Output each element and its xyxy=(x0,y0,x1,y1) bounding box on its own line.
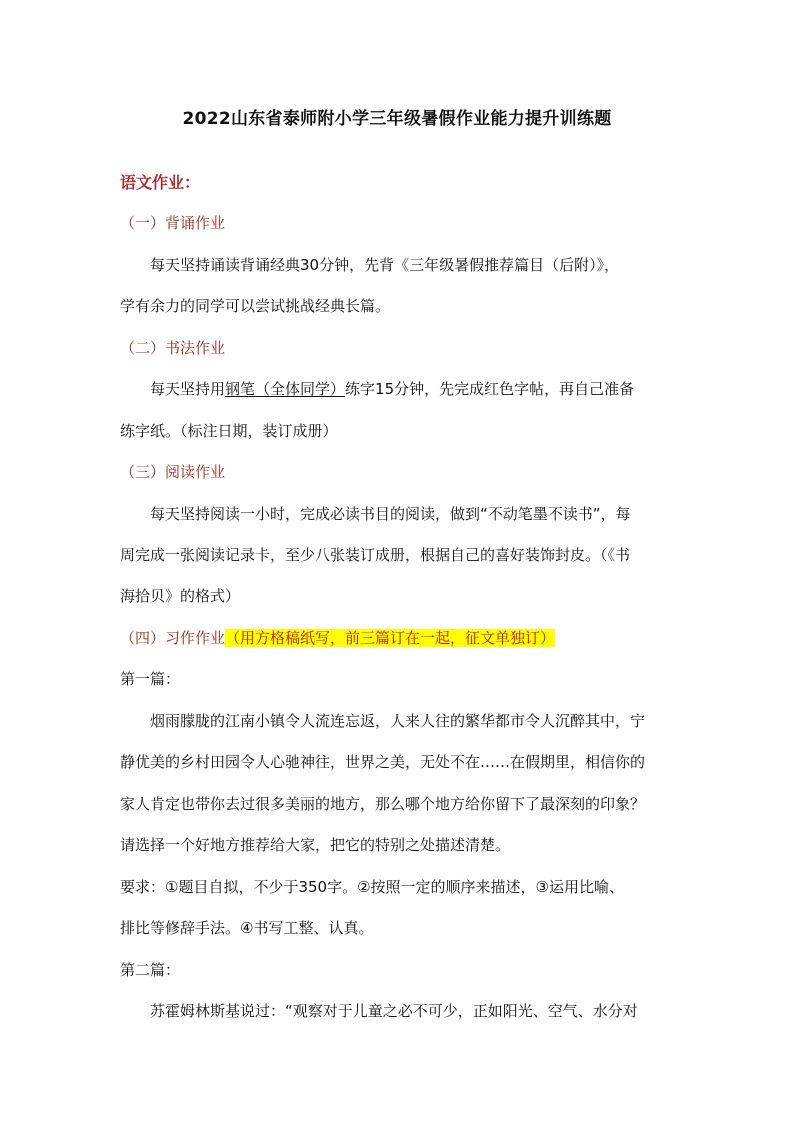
paragraph-line: 苏霍姆林斯基说过：“观察对于儿童之必不可少，正如阳光、空气、水分对 xyxy=(150,1002,638,1020)
paragraph-line: 家人肯定也带你去过很多美丽的地方，那么哪个地方给你留下了最深刻的印象？ xyxy=(120,795,646,813)
section-recitation-heading: （一）背诵作业 xyxy=(120,214,226,232)
paragraph-line: 请选择一个好地方推荐给大家，把它的特别之处描述清楚。 xyxy=(120,836,511,854)
requirements-line: 要求：①题目自拟，不少于350字。②按照一定的顺序来描述，③运用比喻、 xyxy=(120,878,624,896)
requirements-line: 排比等修辞手法。④书写工整、认真。 xyxy=(120,919,374,937)
paragraph-line: 练字纸。（标注日期，装订成册） xyxy=(120,422,338,440)
paragraph-line: 每天坚持诵读背诵经典30分钟，先背《三年级暑假推荐篇目（后附）》， xyxy=(150,256,620,274)
paragraph-line: 每天坚持阅读一小时，完成必读书目的阅读，做到“不动笔墨不读书”，每 xyxy=(150,505,631,523)
essay-label: 第二篇： xyxy=(120,961,181,979)
section-calligraphy-heading: （二）书法作业 xyxy=(120,339,226,357)
paragraph-line: 周完成一张阅读记录卡，至少八张装订成册，根据自己的喜好装饰封皮。（《书 xyxy=(120,546,631,564)
paragraph-line: 静优美的乡村田园令人心驰神往，世界之美，无处不在……在假期里，相信你的 xyxy=(120,753,646,771)
paragraph-line: 烟雨朦胧的江南小镇令人流连忘返，人来人往的繁华都市令人沉醉其中，宁 xyxy=(150,712,646,730)
highlighted-note: （用方格稿纸写，前三篇订在一起，征文单独订） xyxy=(225,629,556,647)
text-span: 练字15分钟，先完成红色字帖，再自己准备 xyxy=(345,380,635,398)
section-reading-heading: （三）阅读作业 xyxy=(120,463,226,481)
paragraph-line xyxy=(150,378,634,400)
underlined-text: 钢笔（全体同学） xyxy=(225,380,346,398)
text-span: 每天坚持用 xyxy=(150,380,226,398)
essay-label: 第一篇： xyxy=(120,670,181,688)
section-writing-heading-row xyxy=(120,627,555,649)
section-writing-heading: （四）习作作业 xyxy=(120,629,226,647)
paragraph-line: 海拾贝》的格式） xyxy=(120,587,241,605)
document-title: 2022山东省泰师附小学三年级暑假作业能力提升训练题 xyxy=(182,109,612,129)
paragraph-line: 学有余力的同学可以尝试挑战经典长篇。 xyxy=(120,297,391,315)
chinese-homework-heading: 语文作业： xyxy=(120,173,201,192)
